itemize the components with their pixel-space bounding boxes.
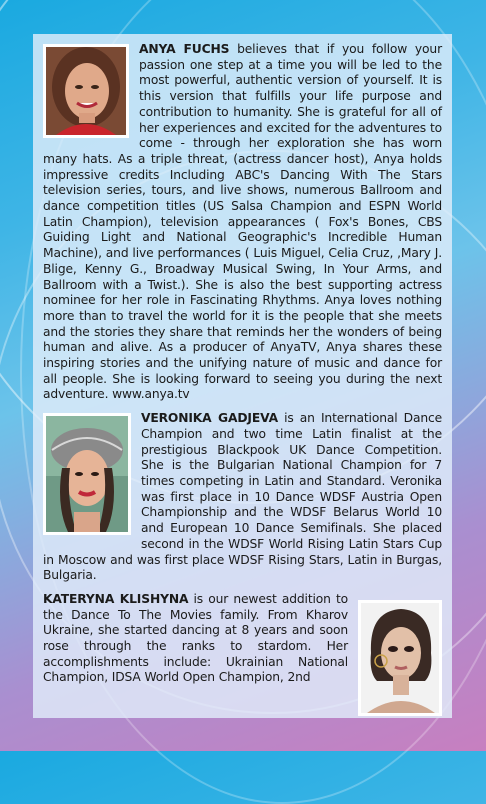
veronika-gadjeva-photo bbox=[43, 413, 131, 535]
bio-veronika-gadjeva bbox=[43, 411, 442, 584]
bio-anya-fuchs bbox=[43, 42, 442, 403]
bio-name: ANYA FUCHS bbox=[139, 42, 230, 56]
kateryna-klishyna-photo bbox=[358, 600, 442, 716]
bio-text: believes that if you follow your passion one step at a time you will be led to the most powerful, authentic version of yourself. It is this version that fulfills your life purpose and contribution to humanity. She is grateful for all of her experiences and excited for the adventures to come - through her exploration she has worn many hats. As a triple threat, (actress dancer host), Anya holds impressive credits Including ABC's Dancing With The Stars television series, tours, and live shows, numerous Ballroom and dance competition titles (US Salsa Champion and ESPN World Latin Champion), television appearances ( Fox's Bones, CBS Guiding Light and National Geographic's Incredible Human Machine), and live performances ( Luis Miguel, Celia Cruz, ,Mary J. Blige, Kenny G., Broadway Musical Swing, In Your Arms, and Ballroom with a Twist.). She is also the best supporting actress nominee for her role in Fascinating Rhythms. Anya loves nothing more than to travel the world for it is the people that she meets and the stories they share that reminds her the wonders of being human and alive. As a producer of AnyaTV, Anya shares these inspiring stories and the unifying nature of music and dance for all people. She is looking forward to seeing you during the next adventure. www.anya.tv bbox=[43, 42, 442, 402]
bio-panel bbox=[33, 34, 452, 718]
bio-name: KATERYNA KLISHYNA bbox=[43, 591, 189, 606]
bio-name: VERONIKA GADJEVA bbox=[141, 411, 278, 426]
bio-content bbox=[43, 42, 442, 718]
bio-text: is an International Dance Champion and two time Latin finalist at the prestigious Blackpook UK Dance Competition. She is the Bulgarian National Champion for 7 times competing in Latin and Standard. Veronika was first place in 10 Dance WDSF Austria Open Championship and the WDSF Belarus World 10 and European 10 Dance Semifinals. She placed second in the WDSF World Rising Latin Stars Cup in Moscow and was first place WDSF Rising Stars, Latin in Burgas, Bulgaria. bbox=[43, 411, 442, 583]
anya-fuchs-photo bbox=[43, 44, 129, 138]
bio-text: is our newest addition to the Dance To The Movies family. From Kharov Ukraine, she started dancing at 8 years and soon rose through the ranks to stardom. Her accomplishments include: Ukrainian National Champion, IDSA World Open Champion, 2nd bbox=[43, 591, 349, 685]
bio-kateryna-klishyna bbox=[43, 592, 442, 686]
